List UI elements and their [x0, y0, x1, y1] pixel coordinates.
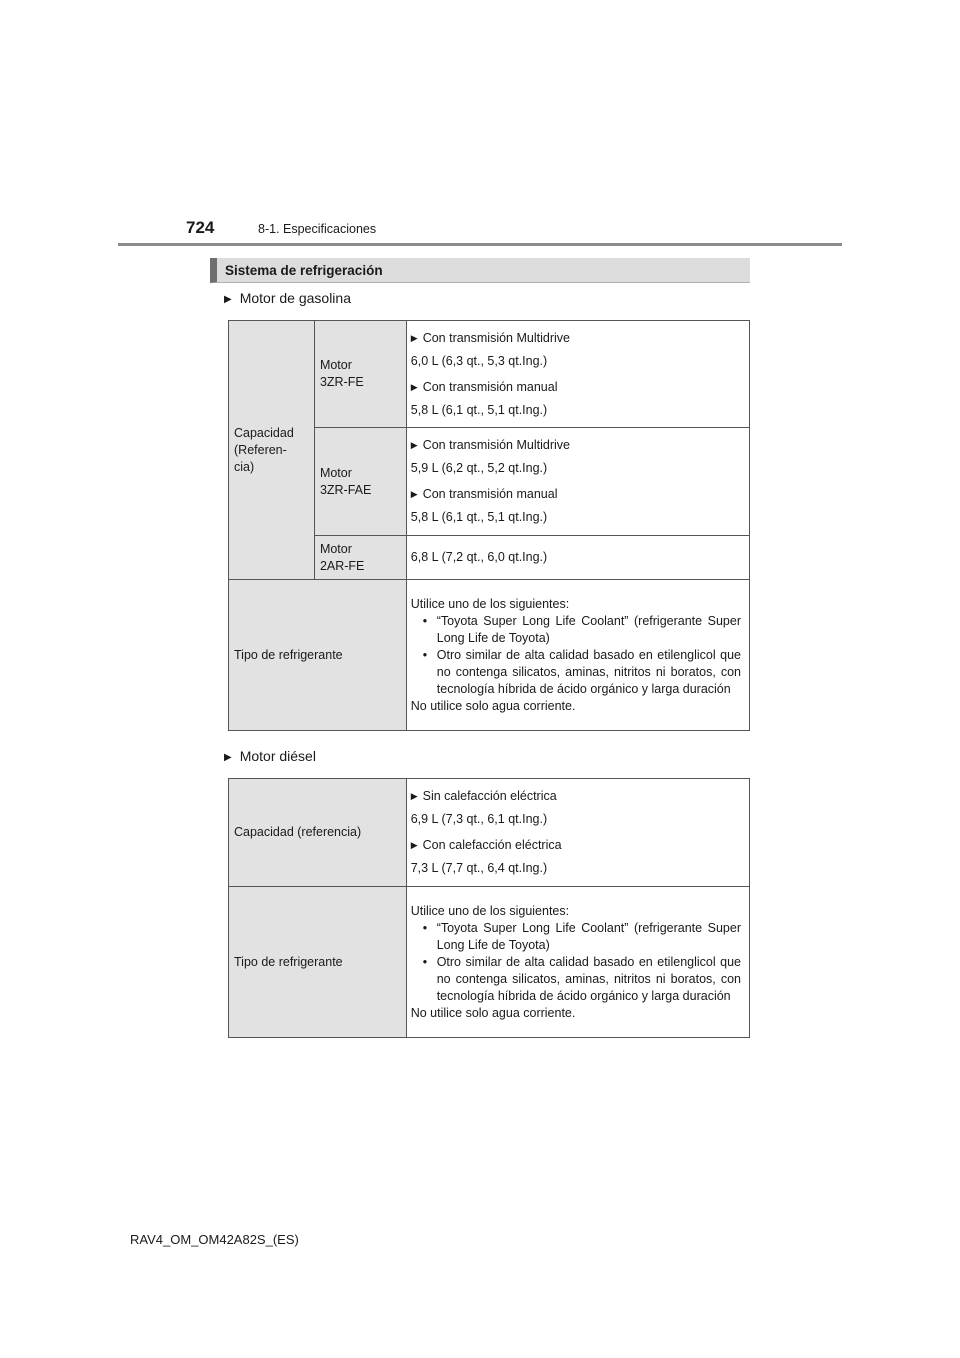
- coolant-value-cell: [406, 887, 749, 1038]
- table-row: [229, 779, 750, 887]
- table-row: [229, 321, 750, 428]
- option-text: Con transmisión manual: [422, 379, 558, 394]
- capacity-label: Capacidad (Referen- cia): [234, 425, 294, 474]
- coolant-intro: Utilice uno de los siguientes:: [410, 903, 570, 918]
- triangle-right-icon: ▶: [410, 440, 418, 450]
- coolant-note: No utilice solo agua corriente.: [410, 698, 576, 713]
- value-cell: [406, 428, 749, 536]
- header-divider: [118, 243, 842, 246]
- table-row: [229, 580, 750, 731]
- value-cell: [406, 536, 749, 580]
- capacity-label: Capacidad (referencia): [234, 825, 362, 839]
- engine-name: Motor 3ZR-FE: [319, 358, 364, 389]
- option-label: [411, 788, 741, 805]
- capacity-value: 6,8 L (7,2 qt., 6,0 qt.Ing.): [410, 550, 548, 564]
- triangle-right-icon: ▶: [410, 381, 418, 392]
- option-label: [411, 330, 741, 347]
- coolant-label-cell: [229, 887, 407, 1038]
- option-label: [411, 437, 741, 454]
- option-text: Con transmisión Multidrive: [422, 438, 570, 452]
- value-cell: [406, 321, 749, 428]
- capacity-value: 6,9 L (7,3 qt., 6,1 qt.Ing.): [410, 812, 548, 826]
- capacity-label-cell: [229, 779, 407, 887]
- engine-name: Motor 3ZR-FAE: [319, 465, 372, 497]
- coolant-label: Tipo de refrigerante: [234, 647, 343, 662]
- document-footer: RAV4_OM_OM42A82S_(ES): [130, 1232, 299, 1247]
- triangle-right-icon: ▶: [410, 489, 418, 499]
- option-text: Con calefacción eléctrica: [422, 838, 562, 852]
- option-label: [411, 379, 741, 396]
- option-text: Con transmisión Multidrive: [422, 330, 570, 345]
- page-number: 724: [186, 218, 215, 237]
- section-reference: 8-1. Especificaciones: [258, 222, 377, 236]
- capacity-value: 5,8 L (6,1 qt., 5,1 qt.Ing.): [410, 402, 548, 417]
- engine-cell: [314, 536, 406, 580]
- option-text: Con transmisión manual: [422, 487, 558, 501]
- capacity-value: 7,3 L (7,7 qt., 6,4 qt.Ing.): [410, 861, 548, 875]
- capacity-value: 5,9 L (6,2 qt., 5,2 qt.Ing.): [410, 461, 548, 475]
- coolant-label-cell: [229, 580, 407, 731]
- triangle-right-icon: ▶: [410, 791, 418, 801]
- section-title: Sistema de refrigeración: [210, 258, 750, 283]
- option-label: [411, 486, 741, 503]
- coolant-note: No utilice solo agua corriente.: [410, 1005, 576, 1020]
- coolant-label: Tipo de refrigerante: [234, 954, 343, 969]
- coolant-value-cell: [406, 580, 749, 731]
- coolant-list: [411, 920, 741, 1005]
- gasoline-heading: [224, 290, 351, 306]
- value-cell: [406, 779, 749, 887]
- triangle-right-icon: ▶: [410, 332, 418, 343]
- triangle-right-icon: ▶: [410, 840, 418, 850]
- triangle-right-icon: ▶: [224, 294, 232, 305]
- engine-cell: [314, 321, 406, 428]
- option-label: [411, 837, 741, 854]
- diesel-heading: [224, 748, 316, 764]
- gasoline-spec-table: [228, 320, 750, 731]
- capacity-value: 6,0 L (6,3 qt., 5,3 qt.Ing.): [410, 353, 548, 368]
- list-item: • Otro similar de alta calidad basado en etilenglicol que no contenga silicatos, aminas, nitritos ni boratos, con tecnología híbrida de ácido orgánico y larga duración: [411, 647, 741, 698]
- diesel-heading-label: Motor diésel: [239, 748, 316, 764]
- table-row: [229, 887, 750, 1038]
- option-text: Sin calefacción eléctrica: [422, 789, 557, 803]
- capacity-label-cell: [229, 321, 315, 580]
- list-item: • “Toyota Super Long Life Coolant” (refrigerante Super Long Life de Toyota): [411, 920, 741, 954]
- triangle-right-icon: ▶: [224, 752, 232, 763]
- capacity-value: 5,8 L (6,1 qt., 5,1 qt.Ing.): [410, 510, 548, 524]
- coolant-intro: Utilice uno de los siguientes:: [410, 596, 570, 611]
- coolant-list: [411, 613, 741, 698]
- diesel-spec-table: [228, 778, 750, 1038]
- list-item: • Otro similar de alta calidad basado en etilenglicol que no contenga silicatos, aminas, nitritos ni boratos, con tecnología híbrida de ácido orgánico y larga duración: [411, 954, 741, 1005]
- engine-name: Motor 2AR-FE: [319, 541, 365, 573]
- list-item: • “Toyota Super Long Life Coolant” (refrigerante Super Long Life de Toyota): [411, 613, 741, 647]
- gasoline-heading-label: Motor de gasolina: [239, 290, 351, 306]
- engine-cell: [314, 428, 406, 536]
